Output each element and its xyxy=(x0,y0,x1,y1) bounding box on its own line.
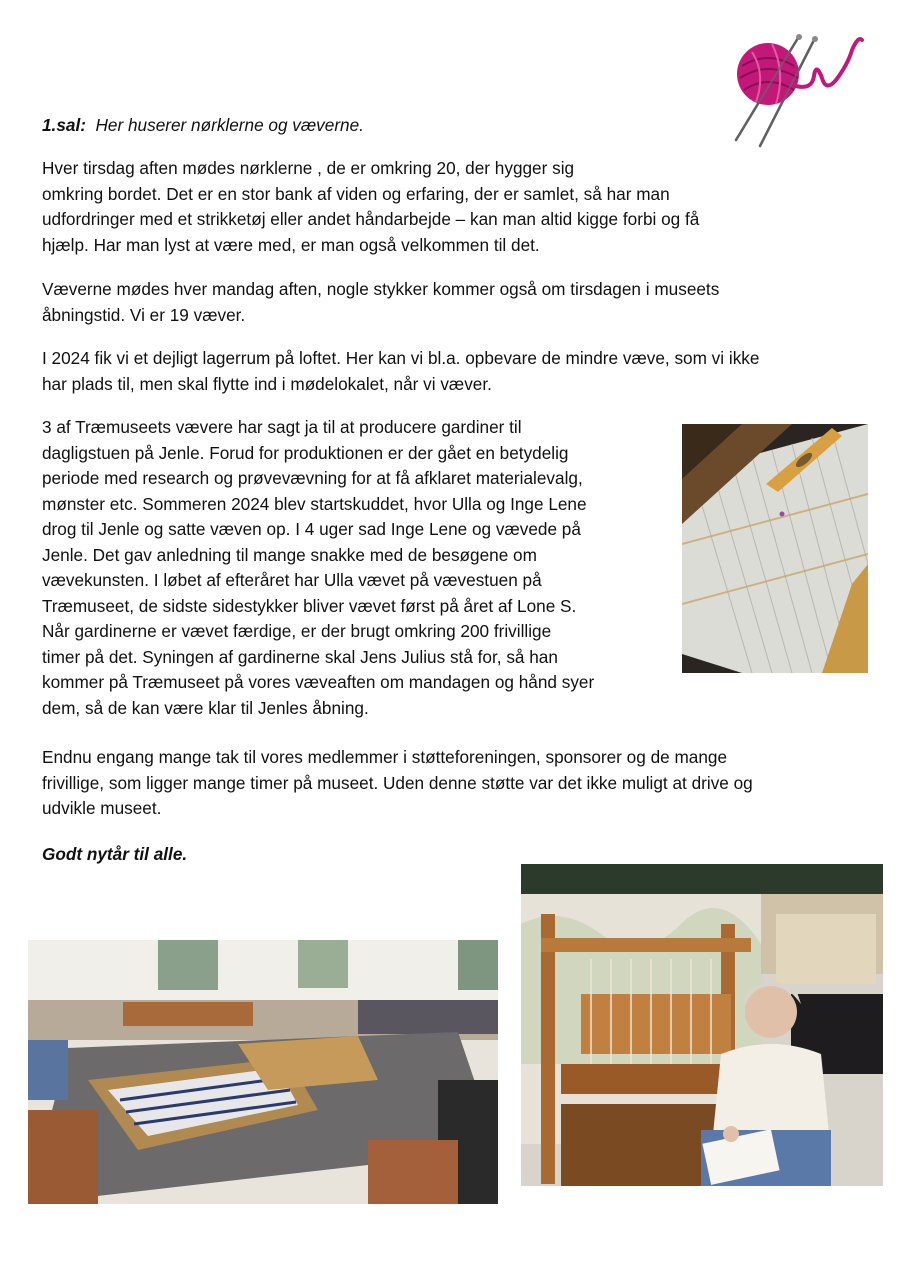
yarn-ball-knitting-needles-icon xyxy=(722,28,868,148)
text-line: hjælp. Har man lyst at være med, er man også velkommen til det. xyxy=(42,234,540,255)
text-line: dagligstuen på Jenle. Forud for produktionen er der gået en betydelig xyxy=(42,442,569,463)
text-line: Væverne mødes hver mandag aften, nogle stykker kommer også om tirsdagen i museets xyxy=(42,279,720,299)
text-line: udvikle museet. xyxy=(42,798,162,818)
text-line: Når gardinerne er vævet færdige, er der brugt omkring 200 frivillige xyxy=(42,621,552,641)
text-line: mønster etc. Sommeren 2024 blev startskuddet, hvor Ulla og Inge Lene xyxy=(42,493,587,514)
text-line: dem, så de kan være klar til Jenles åbning. xyxy=(42,697,369,718)
text-line: kommer på Træmuseet på vores væveaften om mandagen og hånd syer xyxy=(42,672,595,692)
text-line: har plads til, men skal flytte ind i mødelokalet, når vi væver. xyxy=(42,373,492,394)
floor-label: 1.sal: xyxy=(42,115,86,135)
paragraph-weavers xyxy=(42,277,719,328)
text-line: Endnu engang mange tak til vores medlemmer i støtteforeningen, sponsorer og de mange xyxy=(42,747,728,767)
paragraph-thanks xyxy=(42,745,753,822)
text-line: Jenle. Det gav anledning til mange snakke med de besøgene om xyxy=(42,544,537,565)
floor-heading xyxy=(42,113,364,139)
text-line: drog til Jenle og satte væven op. I 4 uger sad Inge Lene og vævede på xyxy=(42,519,581,539)
text-line: vævekunsten. I løbet af efteråret har Ulla vævet på vævestuen på xyxy=(42,570,542,590)
paragraph-curtains xyxy=(42,415,594,721)
text-line: Træmuseet, de sidste sidestykker bliver vævet først på året af Lone S. xyxy=(42,595,577,616)
text-line: 3 af Træmuseets vævere har sagt ja til at producere gardiner til xyxy=(42,417,522,437)
woman-at-loom-photo xyxy=(521,864,883,1186)
text-line: frivillige, som ligger mange timer på museet. Uden denne støtte var det ikke muligt at drive og xyxy=(42,772,753,793)
text-line: I 2024 fik vi et dejligt lagerrum på loftet. Her kan vi bl.a. opbevare de mindre væve, som vi ikke xyxy=(42,348,760,368)
text-line: udfordringer med et strikketøj eller andet håndarbejde – kan man altid kigge forbi og få xyxy=(42,209,700,229)
floor-heading-text: Her huserer nørklerne og væverne. xyxy=(95,115,364,135)
weaving-room-photo xyxy=(28,940,498,1204)
text-line: omkring bordet. Det er en stor bank af viden og erfaring, der er samlet, så har man xyxy=(42,183,670,204)
text-line: åbningstid. Vi er 19 væver. xyxy=(42,304,246,325)
text-line: periode med research og prøvevævning for at få afklaret materialevalg, xyxy=(42,468,583,488)
text-line: timer på det. Syningen af gardinerne skal Jens Julius stå for, så han xyxy=(42,646,558,667)
text-line: Hver tirsdag aften mødes nørklerne , de er omkring 20, der hygger sig xyxy=(42,158,575,178)
paragraph-storage xyxy=(42,346,759,397)
paragraph-knitters xyxy=(42,156,699,258)
loom-closeup-photo xyxy=(682,424,868,673)
closing-greeting: Godt nytår til alle. xyxy=(42,844,188,864)
